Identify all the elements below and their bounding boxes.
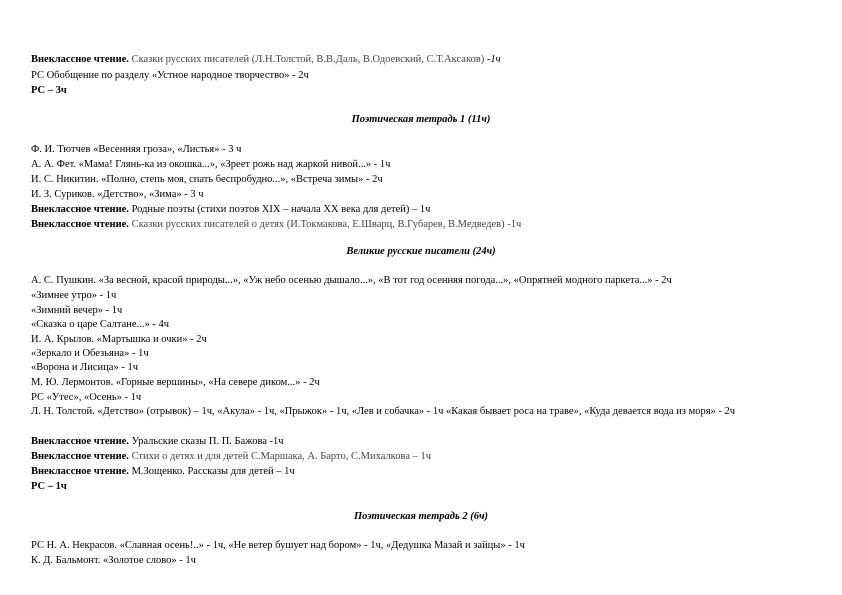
list-item: «Ворона и Лисица» - 1ч (31, 362, 138, 373)
line-text: Сказки русских писателей о детях (И.Токмакова, Е.Шварц, В.Губарев, В.Медведев) -1ч (128, 219, 522, 230)
summary-line: РС Обобщение по разделу «Устное народное творчество» - 2ч (31, 70, 309, 81)
list-item: «Зимнее утро» - 1ч (31, 290, 117, 301)
section-heading-poetry-1: Поэтическая тетрадь 1 (11ч) (351, 114, 491, 125)
list-item: И. З. Суриков. «Детство», «Зима» - 3 ч (31, 189, 204, 200)
reading-line-1 (31, 53, 501, 66)
extracurricular-label: Внеклассное чтение. (31, 451, 129, 462)
list-item: РС «Утес», «Осень» - 1ч (31, 392, 142, 403)
section-heading-poetry-2: Поэтическая тетрадь 2 (6ч) (353, 511, 489, 522)
list-item: А. А. Фет. «Мама! Глянь-ка из окошка...», «Зреет рожь над жаркой нивой...» - 1ч (31, 159, 391, 170)
list-item: РС Н. А. Некрасов. «Славная осень!..» - 1ч, «Не ветер бушует над бором» - 1ч, «Дедушка Мазай и зайцы» - 1ч (31, 540, 525, 551)
list-item: «Сказка о царе Салтане...» - 4ч (31, 319, 169, 330)
list-item: М. Ю. Лермонтов. «Горные вершины», «На севере диком...» - 2ч (31, 377, 320, 388)
line-text: Сказки русских писателей (Л.Н.Толстой, В.В.Даль, В.Одоевский, С.Т.Аксаков) (128, 54, 487, 65)
list-item: И. А. Крылов. «Мартышка и очки» - 2ч (31, 334, 207, 345)
list-item: Ф. И. Тютчев «Весенняя гроза», «Листья» - 3 ч (31, 144, 242, 155)
section-heading-great-writers: Великие русские писатели (24ч) (346, 246, 496, 257)
rs-total-line: РС – 3ч (31, 85, 67, 96)
extracurricular-label: Внеклассное чтение. (31, 219, 129, 230)
reading-line (31, 203, 430, 216)
list-item-tolstoy: Л. Н. Толстой. «Детство» (отрывок) – 1ч, «Акула» - 1ч, «Прыжок» - 1ч, «Лев и собачка» - 1ч «Какая бывает роса на траве», «Куда девается вода из моря» - 2ч (31, 406, 736, 417)
list-item: А. С. Пушкин. «За весной, красой природы...», «Уж небо осенью дышало...», «В тот год осенняя погода...», «Опрятней модного паркета...» - 2ч (31, 275, 672, 286)
line-text: Родные поэты (стихи поэтов XIX – начала XX века для детей) – 1ч (128, 204, 431, 215)
list-item: «Зеркало и Обезьяна» - 1ч (31, 348, 149, 359)
extracurricular-label: Внеклассное чтение. (31, 54, 129, 65)
line-hours: -1ч (486, 54, 501, 65)
reading-line (31, 465, 295, 478)
list-item: К. Д. Бальмонт. «Золотое слово» - 1ч (31, 555, 196, 566)
list-item: «Зимний вечер» - 1ч (31, 305, 123, 316)
extracurricular-label: Внеклассное чтение. (31, 204, 129, 215)
list-item: И. С. Никитин. «Полно, степь моя, спать беспробудно...», «Встреча зимы» - 2ч (31, 174, 383, 185)
extracurricular-label: Внеклассное чтение. (31, 466, 129, 477)
rs-total-line: РС – 1ч (31, 481, 67, 492)
reading-line (31, 435, 284, 448)
line-text: М.Зощенко. Рассказы для детей – 1ч (128, 466, 295, 477)
reading-line (31, 450, 431, 463)
extracurricular-label: Внеклассное чтение. (31, 436, 129, 447)
line-text: Стихи о детях и для детей С.Маршака, А. Барто, С.Михалкова – 1ч (128, 451, 432, 462)
reading-line (31, 218, 521, 231)
line-text: Уральские сказы П. П. Бажова -1ч (128, 436, 284, 447)
